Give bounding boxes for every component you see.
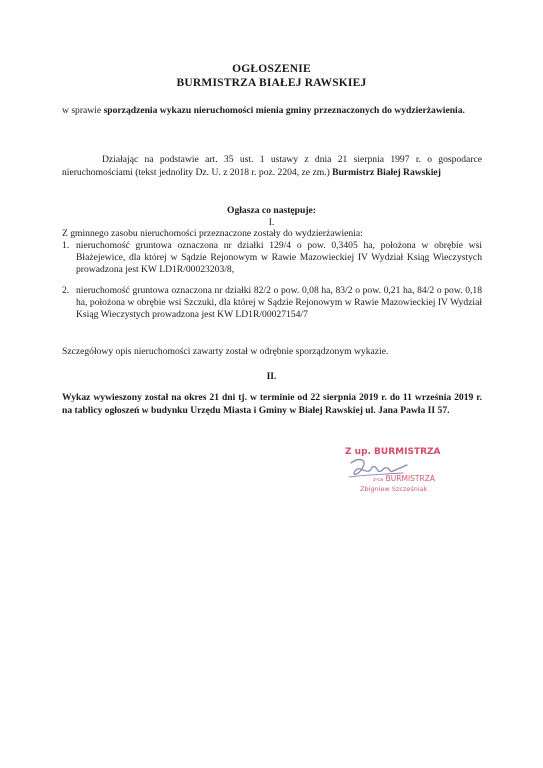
subject-bold: sporządzenia wykazu nieruchomości mienia gminy przeznaczonych do wydzierżawienia. — [103, 105, 465, 116]
legal-basis-mayor: Burmistrz Białej Rawskiej — [332, 167, 441, 178]
list-item-number: 2. — [62, 285, 70, 296]
section-1-intro: Z gminnego zasobu nieruchomości przeznaczone zostały do wydzierżawienia: — [62, 228, 363, 239]
section-1-numeral: I. — [268, 217, 275, 228]
list-item — [62, 240, 482, 276]
stamp-authorization: Z up. BURMISTRZA — [345, 447, 441, 457]
stamp-signatory-name: Zbigniew Szcześniak — [360, 485, 428, 493]
announces-heading: Ogłasza co następuje: — [227, 205, 316, 216]
subject-prefix: w sprawie — [62, 105, 104, 116]
signature-stamp — [335, 447, 465, 507]
legal-basis-paragraph — [62, 153, 482, 179]
document-title: OGŁOSZENIE — [232, 63, 311, 75]
list-item — [62, 285, 482, 321]
list-item-text: nieruchomość gruntowa oznaczona nr działki 82/2 o pow. 0,08 ha, 83/2 o pow. 0,21 ha, 84/2 o pow. 0,18 ha, położona w obrębie wsi Szczuki, dla której w Sądzie Rejonowym w Rawie Mazowieckiej IV Wydział Ksiąg Wieczystych prowadzona jest KW LD1R/00027154/7 — [76, 285, 482, 320]
stamp-title-prefix: z-ca — [373, 477, 384, 483]
stamp-title — [373, 474, 435, 483]
posting-period-paragraph: Wykaz wywieszony został na okres 21 dni tj. w terminie od 22 sierpnia 2019 r. do 11 września 2019 r. na tablicy ogłoszeń w budynku Urzędu Miasta i Gminy w Białej Rawskiej ul. Jana Pawła II 57. — [62, 392, 482, 416]
stamp-title-text: BURMISTRZA — [385, 474, 435, 483]
document-issuer: BURMISTRZA BIAŁEJ RAWSKIEJ — [176, 77, 367, 89]
legal-basis-text: Działając na podstawie art. 35 ust. 1 ustawy z dnia 21 sierpnia 1997 r. o gospodarce nieruchomościami (tekst jednolity Dz. U. z 2018 r. poz. 2204, ze zm.) — [62, 154, 482, 178]
list-item-text: nieruchomość gruntowa oznaczona nr działki 129/4 o pow. 0,3405 ha, położona w obrębie wsi Błażejewice, dla której w Sądzie Rejonowym w Rawie Mazowieckiej IV Wydział Ksiąg Wieczystych prowadzona jest KW LD1R/00023203/8, — [76, 240, 482, 275]
subject-paragraph — [62, 104, 482, 117]
details-note: Szczegółowy opis nieruchomości zawarty został w odrębnie sporządzonym wykazie. — [62, 346, 389, 357]
section-2-numeral: II. — [266, 371, 277, 382]
list-item-number: 1. — [62, 240, 70, 251]
